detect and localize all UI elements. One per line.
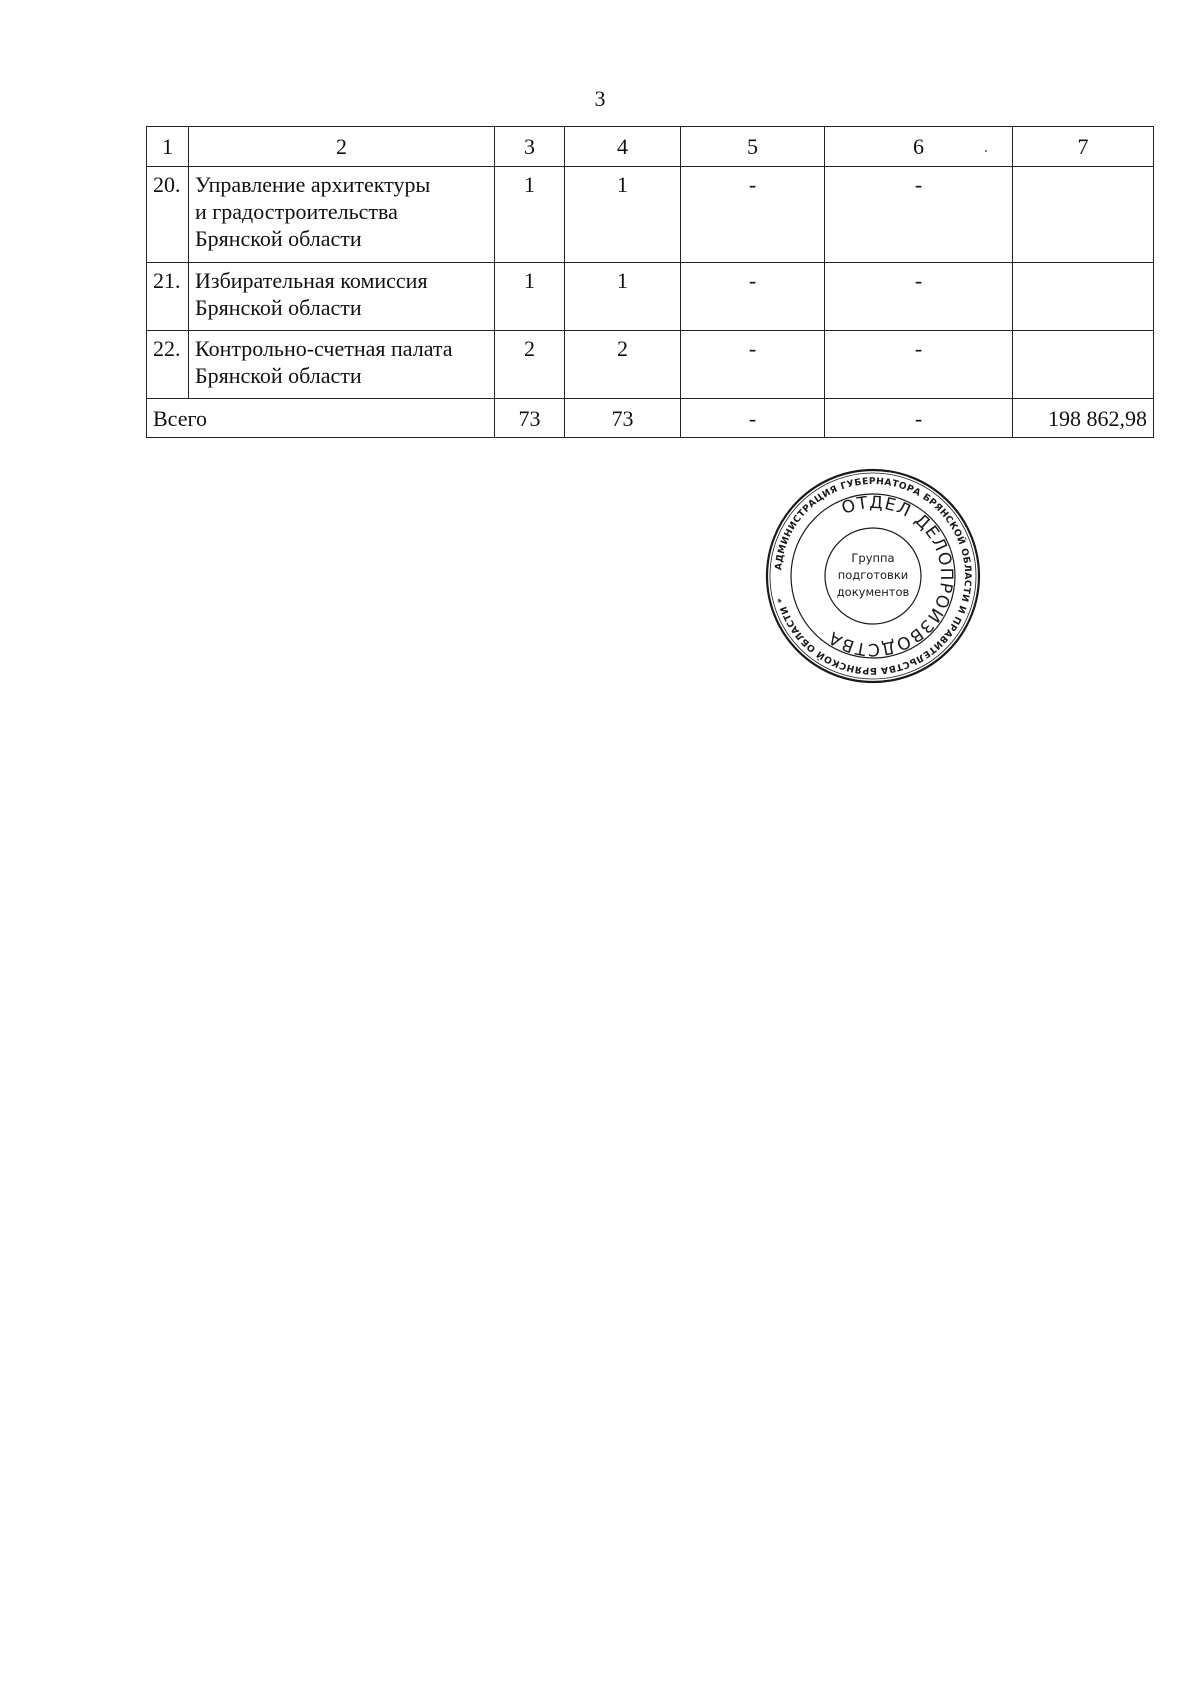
cell-col7 (1013, 167, 1154, 263)
official-stamp (763, 466, 983, 686)
stamp-outer-text: АДМИНИСТРАЦИЯ ГУБЕРНАТОРА БРЯНСКОЙ ОБЛАСТИ И ПРАВИТЕЛЬСТВА БРЯНСКОЙ ОБЛАСТИ * (773, 475, 974, 677)
table-row (147, 167, 1154, 263)
cell-col3: 1 (495, 263, 565, 331)
row-number: 21. (147, 263, 189, 331)
header-cell: 4 (565, 127, 681, 167)
cell-col3: 1 (495, 167, 565, 263)
total-col5: - (681, 399, 825, 438)
cell-col5: - (681, 167, 825, 263)
cell-col4: 2 (565, 331, 681, 399)
stamp-center-line: документов (836, 585, 910, 599)
name-line: и градостроительства (195, 199, 398, 224)
total-col6: - (825, 399, 1013, 438)
stamp-center-line: Группа (851, 551, 895, 565)
cell-col4: 1 (565, 263, 681, 331)
name-line: Контрольно-счетная палата (195, 336, 453, 361)
header-cell: 7 (1013, 127, 1154, 167)
cell-col6: - (825, 263, 1013, 331)
name-line: Брянской области (195, 226, 362, 251)
cell-col6: - (825, 331, 1013, 399)
page-number: 3 (594, 86, 606, 111)
organization-name (189, 167, 495, 263)
stamp-middle-text: ОТДЕЛ ДЕЛОПРОИЗВОДСТВА (824, 492, 957, 660)
stamp-center-line: подготовки (837, 568, 909, 582)
cell-col6: - (825, 167, 1013, 263)
header-cell: 3 (495, 127, 565, 167)
table-row (147, 263, 1154, 331)
total-row (147, 399, 1154, 438)
table-header-row (147, 127, 1154, 167)
cell-col3: 2 (495, 331, 565, 399)
total-label: Всего (147, 399, 495, 438)
name-line: Избирательная комиссия (195, 268, 428, 293)
name-line: Брянской области (195, 363, 362, 388)
row-number: 20. (147, 167, 189, 263)
header-cell: 6 (825, 127, 1013, 167)
cell-col7 (1013, 331, 1154, 399)
cell-col4: 1 (565, 167, 681, 263)
name-line: Управление архитектуры (195, 172, 431, 197)
table-row (147, 331, 1154, 399)
name-line: Брянской области (195, 295, 362, 320)
total-col3: 73 (495, 399, 565, 438)
header-cell: 2 (189, 127, 495, 167)
organization-name (189, 263, 495, 331)
cell-col5: - (681, 263, 825, 331)
header-cell: 5 (681, 127, 825, 167)
total-col4: 73 (565, 399, 681, 438)
total-col7: 198 862,98 (1013, 399, 1154, 438)
header-cell: 1 (147, 127, 189, 167)
cell-col7 (1013, 263, 1154, 331)
organization-name (189, 331, 495, 399)
document-table (146, 126, 1154, 438)
row-number: 22. (147, 331, 189, 399)
cell-col5: - (681, 331, 825, 399)
